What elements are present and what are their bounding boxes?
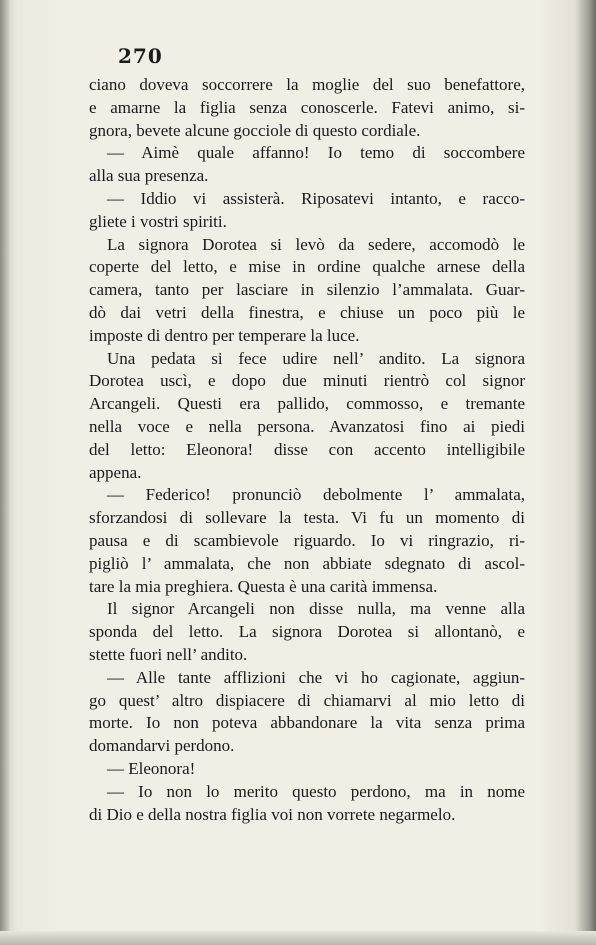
text-line: tare la mia preghiera. Questa è una carità immensa. [89, 576, 438, 596]
text-line: Una pedata si fece udire nell’ andito. La signora [107, 348, 525, 368]
text-line: — Eleonora! [107, 758, 196, 778]
text-line: alla sua presenza. [89, 166, 209, 186]
text-line: domandarvi perdono. [89, 736, 235, 756]
text-line: go quest’ altro dispiacere di chiamarvi al mio letto di [89, 690, 525, 710]
text-line: — Federico! pronunciò debolmente l’ ammalata, [107, 485, 525, 505]
text-line: pigliò l’ ammalata, che non abbiate sdegnato di ascol- [89, 553, 525, 573]
page-bottom-edge [0, 931, 596, 945]
text-line: di Dio e della nostra figlia voi non vorrete negarmelo. [89, 804, 456, 824]
page-number: 270 [118, 44, 163, 68]
text-line: gliete i vostri spiriti. [89, 211, 227, 231]
text-line: — Alle tante afflizioni che vi ho cagionate, aggiun- [107, 667, 525, 687]
text-line: pausa e di scambievole riguardo. Io vi ringrazio, ri- [89, 530, 525, 550]
text-line: sforzandosi di sollevare la testa. Vi fu un momento di [89, 508, 525, 528]
text-line: Dorotea uscì, e dopo due minuti rientrò col signor [89, 371, 525, 391]
text-line: stette fuori nell’ andito. [89, 644, 248, 664]
text-line: nella voce e nella persona. Avanzatosi fino ai piedi [89, 416, 525, 436]
text-line: — Iddio vi assisterà. Riposatevi intanto, e racco- [107, 188, 525, 208]
text-line: ciano doveva soccorrere la moglie del suo benefattore, [89, 75, 525, 94]
text-line: — Io non lo merito questo perdono, ma in nome [107, 781, 525, 801]
text-line: — Aimè quale affanno! Io temo di soccombere [107, 143, 525, 163]
text-line: Arcangeli. Questi era pallido, commosso, e tremante [89, 394, 525, 414]
text-line: morte. Io non poteva abbandonare la vita senza prima [89, 713, 525, 733]
text-line: del letto: Eleonora! disse con accento intelligibile [89, 439, 525, 459]
text-line: Il signor Arcangeli non disse nulla, ma venne alla [107, 599, 525, 619]
text-line: gnora, bevete alcune gocciole di questo cordiale. [89, 120, 421, 140]
text-line: La signora Dorotea si levò da sedere, accomodò le [107, 234, 525, 254]
text-line: camera, tanto per lasciare in silenzio l’ammalata. Guar- [89, 280, 525, 300]
text-line: dò dai vetri della finestra, e chiuse un poco più le [89, 302, 525, 322]
text-line: e amarne la figlia senza conoscerle. Fatevi animo, si- [89, 97, 525, 117]
page-binding-edge [0, 0, 10, 945]
text-line: sponda del letto. La signora Dorotea si allontanò, e [89, 622, 525, 642]
text-line: coperte del letto, e mise in ordine qualche arnese della [89, 257, 525, 277]
body-text [89, 74, 525, 826]
text-line: appena. [89, 462, 142, 482]
text-line: imposte di dentro per temperare la luce. [89, 325, 360, 345]
